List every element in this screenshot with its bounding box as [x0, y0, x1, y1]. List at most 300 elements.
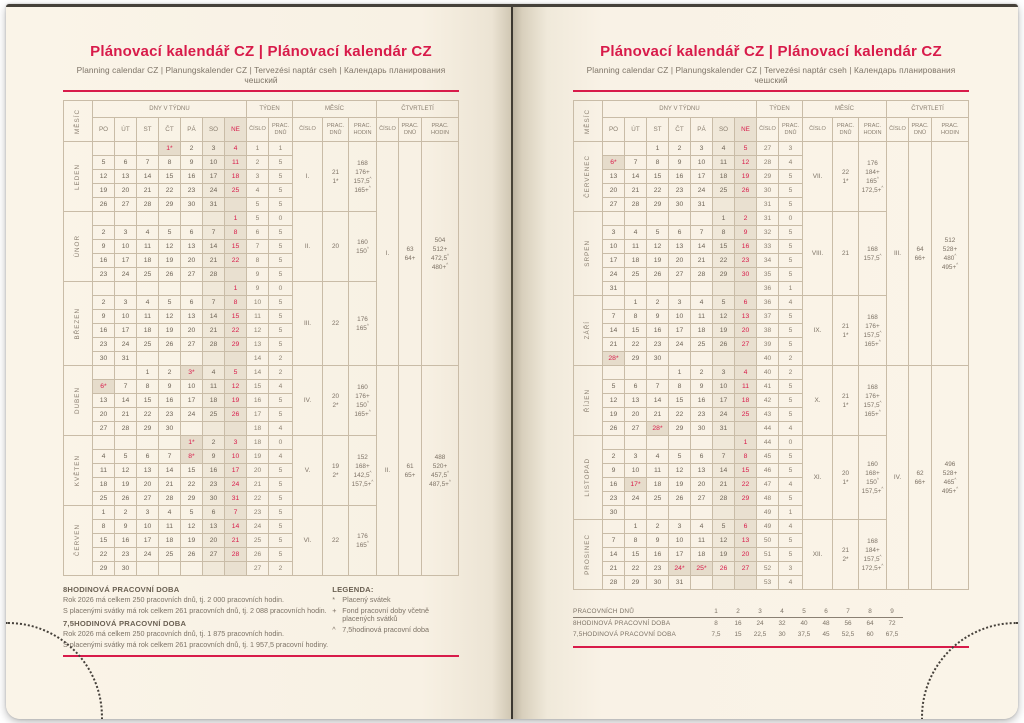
day-cell: 13 [625, 394, 647, 408]
day-name-header: SO [713, 118, 735, 142]
day-cell: 29 [625, 576, 647, 590]
day-cell: 21 [225, 534, 247, 548]
day-cell: 13 [603, 170, 625, 184]
quarter-number: II. [377, 366, 399, 576]
day-cell: 9 [691, 380, 713, 394]
day-cell: 5 [115, 450, 137, 464]
day-cell: 24 [691, 184, 713, 198]
day-cell [137, 562, 159, 576]
day-cell: 10 [669, 310, 691, 324]
week-number: 15 [247, 380, 269, 394]
value-line: 184+ [865, 546, 880, 554]
week-number: 18 [247, 436, 269, 450]
left-footer [63, 585, 459, 649]
h8-line1: Rok 2026 má celkem 250 pracovních dnů, tj. 2 000 pracovních hodin. [63, 595, 284, 604]
day-cell: 18 [691, 548, 713, 562]
day-cell [603, 212, 625, 226]
month-name-label: BŘEZEN [74, 307, 81, 340]
day-cell [625, 282, 647, 296]
value-line: 168 [867, 245, 878, 253]
week-work-days: 3 [779, 142, 803, 156]
week-work-days: 5 [779, 184, 803, 198]
week-work-days: 5 [269, 338, 293, 352]
day-cell: 22 [647, 184, 669, 198]
legend-item [332, 607, 459, 624]
day-cell: 28 [137, 198, 159, 212]
week-work-days: 3 [779, 562, 803, 576]
value-line: 20 [331, 243, 340, 250]
day-cell: 26 [159, 338, 181, 352]
page-title: Plánovací kalendář CZ | Plánovací kalendár CZ [90, 43, 432, 60]
week-work-days: 5 [269, 170, 293, 184]
value-line: 2* [842, 555, 849, 563]
month-number: VII. [803, 142, 833, 212]
day-cell [625, 436, 647, 450]
day-cell: 26 [93, 198, 115, 212]
value-line: 176+ [355, 168, 370, 176]
header-row-columns [64, 118, 459, 142]
day-cell: 16 [115, 534, 137, 548]
legend-text: Fond pracovní doby včetně placených svátků [342, 605, 429, 624]
week-work-days: 5 [779, 240, 803, 254]
quarter-work-hours [422, 366, 459, 576]
day-cell: 19 [735, 170, 757, 184]
week-number: 11 [247, 310, 269, 324]
week-number: 26 [247, 548, 269, 562]
hours-value: 60 [866, 631, 874, 638]
day-cell: 12 [647, 240, 669, 254]
day-cell: 26 [181, 548, 203, 562]
day-cell: 6 [137, 450, 159, 464]
month-work-days [323, 366, 349, 436]
day-cell: 9 [159, 380, 181, 394]
day-cell: 9 [647, 310, 669, 324]
h75-line1: Rok 2026 má celkem 250 pracovních dnů, tj. 1 875 pracovních hodin. [63, 629, 284, 639]
day-cell: 15 [625, 324, 647, 338]
day-cell: 6 [203, 506, 225, 520]
day-cell [159, 562, 181, 576]
day-cell: 13 [669, 240, 691, 254]
quarter-work-hours [422, 142, 459, 366]
day-cell [93, 436, 115, 450]
week-number: 46 [757, 464, 779, 478]
sub-column-header: PRAC. HODIN [349, 118, 377, 142]
day-cell: 11 [647, 464, 669, 478]
week-work-days: 5 [269, 478, 293, 492]
day-cell: 13 [203, 520, 225, 534]
value-line: 160 [867, 460, 878, 468]
day-cell: 12 [713, 310, 735, 324]
day-cell [159, 436, 181, 450]
day-cell: 13 [181, 310, 203, 324]
quarter-work-days [399, 366, 422, 576]
week-work-days: 5 [269, 464, 293, 478]
day-name-header: ÚT [115, 118, 137, 142]
month-name-label: PROSINEC [584, 534, 591, 575]
week-number: 47 [757, 478, 779, 492]
day-cell: 5 [603, 380, 625, 394]
day-cell [181, 352, 203, 366]
month-column-header [574, 101, 603, 142]
day-name-header: ST [647, 118, 669, 142]
day-cell: 11 [203, 380, 225, 394]
week-number: 44 [757, 436, 779, 450]
value-line: 1* [332, 177, 339, 185]
quarter-work-hours [932, 142, 969, 366]
month-number: VI. [293, 506, 323, 576]
day-name-header: NE [225, 118, 247, 142]
day-cell: 22 [669, 408, 691, 422]
day-cell: 19 [159, 254, 181, 268]
month-work-hours [349, 506, 377, 576]
day-name-header: PO [603, 118, 625, 142]
value-line: 157,5+^ [861, 485, 884, 495]
table-head [64, 101, 459, 142]
week-number: 14 [247, 352, 269, 366]
bottom-rule [573, 646, 969, 648]
month-work-days [323, 282, 349, 366]
day-cell: 6 [181, 296, 203, 310]
day-cell: 10 [181, 380, 203, 394]
day-name-header: PÁ [691, 118, 713, 142]
week-work-days: 5 [269, 310, 293, 324]
value-line: 2* [332, 401, 339, 409]
day-cell: 3 [115, 296, 137, 310]
quarter-number: I. [377, 142, 399, 366]
day-cell: 16 [603, 478, 625, 492]
day-cell: 22 [735, 478, 757, 492]
day-cell: 26 [159, 268, 181, 282]
month-work-hours [859, 296, 887, 366]
day-cell [181, 422, 203, 436]
day-cell: 21 [203, 324, 225, 338]
day-cell: 14 [625, 170, 647, 184]
day-cell: 16 [93, 254, 115, 268]
day-cell: 30 [691, 422, 713, 436]
value-line: 168 [357, 159, 368, 167]
day-cell: 24 [203, 184, 225, 198]
week-work-days: 4 [779, 296, 803, 310]
day-cell: 6 [115, 156, 137, 170]
month-group-header: MĚSÍC [803, 101, 887, 118]
week-work-days: 5 [269, 324, 293, 338]
day-cell [93, 142, 115, 156]
day-cell: 19 [181, 534, 203, 548]
day-cell [159, 352, 181, 366]
day-cell: 9 [115, 520, 137, 534]
month-number: XII. [803, 520, 833, 590]
day-cell: 2 [93, 296, 115, 310]
value-line: 457,5^ [431, 469, 449, 479]
day-cell: 21 [647, 408, 669, 422]
day-cell: 4 [159, 506, 181, 520]
day-cell: 11 [225, 156, 247, 170]
day-cell: 9 [669, 156, 691, 170]
value-line: 1* [842, 401, 849, 409]
day-cell: 30 [93, 352, 115, 366]
day-cell: 2 [115, 506, 137, 520]
quarter-number: III. [887, 142, 909, 366]
hours-value: 30 [778, 631, 786, 638]
day-cell: 16 [647, 548, 669, 562]
day-cell: 27 [181, 338, 203, 352]
day-cell: 24 [625, 492, 647, 506]
month-number: IV. [293, 366, 323, 436]
week-work-days: 4 [779, 478, 803, 492]
day-cell: 31 [115, 352, 137, 366]
day-cell: 27 [137, 492, 159, 506]
month-number: I. [293, 142, 323, 212]
day-cell: 17 [669, 324, 691, 338]
hours-value: 45 [822, 631, 830, 638]
work-days-hours-table [573, 606, 903, 640]
week-number: 53 [757, 576, 779, 590]
day-cell: 21 [603, 338, 625, 352]
value-line: 150^ [356, 399, 369, 409]
day-cell [203, 422, 225, 436]
day-cell: 28* [603, 352, 625, 366]
value-line: 160 [357, 238, 368, 246]
days-group-header: DNY V TÝDNU [93, 101, 247, 118]
work-days-count: 3 [749, 606, 771, 618]
day-cell [691, 352, 713, 366]
day-cell [713, 576, 735, 590]
day-cell: 6* [93, 380, 115, 394]
month-work-days [833, 366, 859, 436]
value-line: 176+ [355, 392, 370, 400]
day-cell: 5 [713, 296, 735, 310]
value-line: 64 [916, 245, 924, 253]
day-cell: 7 [203, 296, 225, 310]
day-cell: 2 [603, 450, 625, 464]
day-cell: 23 [647, 338, 669, 352]
day-cell [603, 436, 625, 450]
work-days-count-label: PRACOVNÍCH DNŮ [573, 606, 705, 618]
month-number: V. [293, 436, 323, 506]
day-cell: 19 [115, 478, 137, 492]
day-cell: 30 [647, 352, 669, 366]
day-cell: 16 [735, 240, 757, 254]
day-cell: 10 [203, 156, 225, 170]
day-cell: 8 [225, 226, 247, 240]
day-cell: 7 [713, 450, 735, 464]
week-work-days: 5 [269, 520, 293, 534]
day-cell: 16 [203, 464, 225, 478]
day-cell: 16 [181, 170, 203, 184]
day-name-header: SO [203, 118, 225, 142]
day-cell: 12 [735, 156, 757, 170]
day-cell [735, 422, 757, 436]
week-number: 18 [247, 422, 269, 436]
day-cell [625, 142, 647, 156]
week-work-days: 4 [779, 422, 803, 436]
day-cell [225, 198, 247, 212]
day-cell: 20 [669, 254, 691, 268]
day-cell: 26 [735, 184, 757, 198]
value-line: 66+ [914, 478, 926, 486]
day-cell: 8 [669, 380, 691, 394]
day-cell: 5 [159, 296, 181, 310]
day-cell: 30 [647, 576, 669, 590]
day-cell: 27 [93, 422, 115, 436]
day-cell [669, 282, 691, 296]
day-cell: 18 [137, 254, 159, 268]
day-cell [669, 436, 691, 450]
day-cell: 19 [713, 324, 735, 338]
quarter-group-header: ČTVRTLETÍ [887, 101, 969, 118]
day-cell: 11 [93, 464, 115, 478]
day-cell: 6* [603, 156, 625, 170]
day-cell: 17 [115, 254, 137, 268]
day-cell: 29 [137, 422, 159, 436]
week-work-days: 5 [269, 548, 293, 562]
week-number: 23 [247, 506, 269, 520]
day-cell: 21 [603, 562, 625, 576]
week-work-days: 4 [269, 422, 293, 436]
month-number: III. [293, 282, 323, 366]
week-number: 10 [247, 296, 269, 310]
week-number: 5 [247, 212, 269, 226]
value-line: 157,5^ [863, 399, 882, 409]
work-days-count: 1 [705, 606, 727, 618]
day-cell [159, 212, 181, 226]
day-cell [713, 506, 735, 520]
day-cell: 18 [625, 254, 647, 268]
day-cell [181, 562, 203, 576]
week-work-days: 1 [269, 142, 293, 156]
day-cell: 23 [93, 268, 115, 282]
day-cell: 30 [669, 198, 691, 212]
quarter-work-days [909, 366, 932, 590]
day-cell: 12 [159, 310, 181, 324]
work-days-count-row [573, 606, 903, 618]
day-cell: 1 [669, 366, 691, 380]
day-cell [137, 142, 159, 156]
day-cell [647, 436, 669, 450]
week-work-days: 5 [269, 534, 293, 548]
day-cell [691, 436, 713, 450]
week-number: 43 [757, 408, 779, 422]
value-line: 1* [842, 331, 849, 339]
month-work-days [323, 506, 349, 576]
legend-symbol: + [332, 605, 337, 615]
planning-table-right [573, 100, 969, 590]
day-cell [713, 436, 735, 450]
day-cell: 3 [625, 450, 647, 464]
value-line: 176 [357, 532, 368, 540]
sub-column-header: PRAC. DNŮ [833, 118, 859, 142]
header-row-columns [574, 118, 969, 142]
day-cell [603, 366, 625, 380]
day-cell: 25 [735, 408, 757, 422]
day-cell: 6 [625, 380, 647, 394]
table-body [64, 142, 459, 576]
day-cell: 28 [203, 338, 225, 352]
day-cell: 18 [735, 394, 757, 408]
value-line: 504 [434, 236, 446, 244]
day-cell: 20 [603, 184, 625, 198]
day-cell [735, 352, 757, 366]
day-cell: 13 [181, 240, 203, 254]
month-work-days [323, 436, 349, 506]
day-cell: 22 [159, 184, 181, 198]
day-cell: 24 [669, 338, 691, 352]
day-cell: 10 [603, 240, 625, 254]
day-cell [713, 198, 735, 212]
day-cell [115, 366, 137, 380]
hours-value: 48 [822, 620, 830, 627]
week-work-days: 5 [269, 296, 293, 310]
week-number: 19 [247, 450, 269, 464]
day-cell: 22 [225, 324, 247, 338]
month-name-label: ČERVENEC [584, 155, 591, 198]
day-cell: 14 [691, 240, 713, 254]
month-work-hours [859, 366, 887, 436]
day-cell: 17 [137, 534, 159, 548]
hours-value: 24 [756, 620, 764, 627]
day-cell: 2 [647, 296, 669, 310]
page-subtitle: Planning calendar CZ | Planungskalender CZ | Tervezési naptár cseh | Календарь планирования чешский [76, 65, 446, 85]
value-line: 176+ [865, 392, 880, 400]
day-cell: 28 [691, 268, 713, 282]
planning-table-left [63, 100, 459, 576]
value-line: 496 [944, 460, 956, 468]
bottom-rule [63, 655, 459, 657]
value-line: 165+^ [354, 184, 371, 194]
day-cell: 15 [225, 310, 247, 324]
title-rule [63, 90, 459, 92]
day-cell [669, 212, 691, 226]
day-cell: 7 [159, 450, 181, 464]
month-work-days [833, 212, 859, 296]
day-cell: 17 [691, 170, 713, 184]
value-line: 150^ [866, 476, 879, 486]
value-line: 176+ [865, 322, 880, 330]
legend-symbol: * [332, 595, 336, 604]
day-cell: 25* [691, 562, 713, 576]
value-line: 528+ [942, 469, 958, 477]
month-name-label: KVĚTEN [74, 454, 81, 487]
day-cell: 10 [115, 240, 137, 254]
value-line: 165+^ [864, 408, 881, 418]
day-cell [225, 562, 247, 576]
value-line: 495+^ [941, 485, 959, 495]
day-cell: 7 [203, 226, 225, 240]
month-name [574, 142, 603, 212]
day-cell: 21 [625, 184, 647, 198]
day-cell: 2 [647, 520, 669, 534]
week-work-days: 2 [779, 366, 803, 380]
value-line: 21 [841, 546, 850, 554]
day-cell: 1 [225, 282, 247, 296]
day-cell: 12 [669, 464, 691, 478]
value-line: 160 [357, 383, 368, 391]
day-cell: 20 [203, 534, 225, 548]
day-cell: 4 [203, 366, 225, 380]
month-work-days [833, 142, 859, 212]
day-cell: 9 [603, 464, 625, 478]
day-cell: 17 [603, 254, 625, 268]
value-line: 168+ [355, 462, 370, 470]
month-name-label: LEDEN [74, 163, 81, 190]
day-cell: 13 [137, 464, 159, 478]
day-cell: 12 [713, 534, 735, 548]
month-column-header [64, 101, 93, 142]
day-cell: 27 [115, 198, 137, 212]
day-cell: 21 [137, 184, 159, 198]
week-work-days: 5 [779, 534, 803, 548]
week-number: 36 [757, 282, 779, 296]
